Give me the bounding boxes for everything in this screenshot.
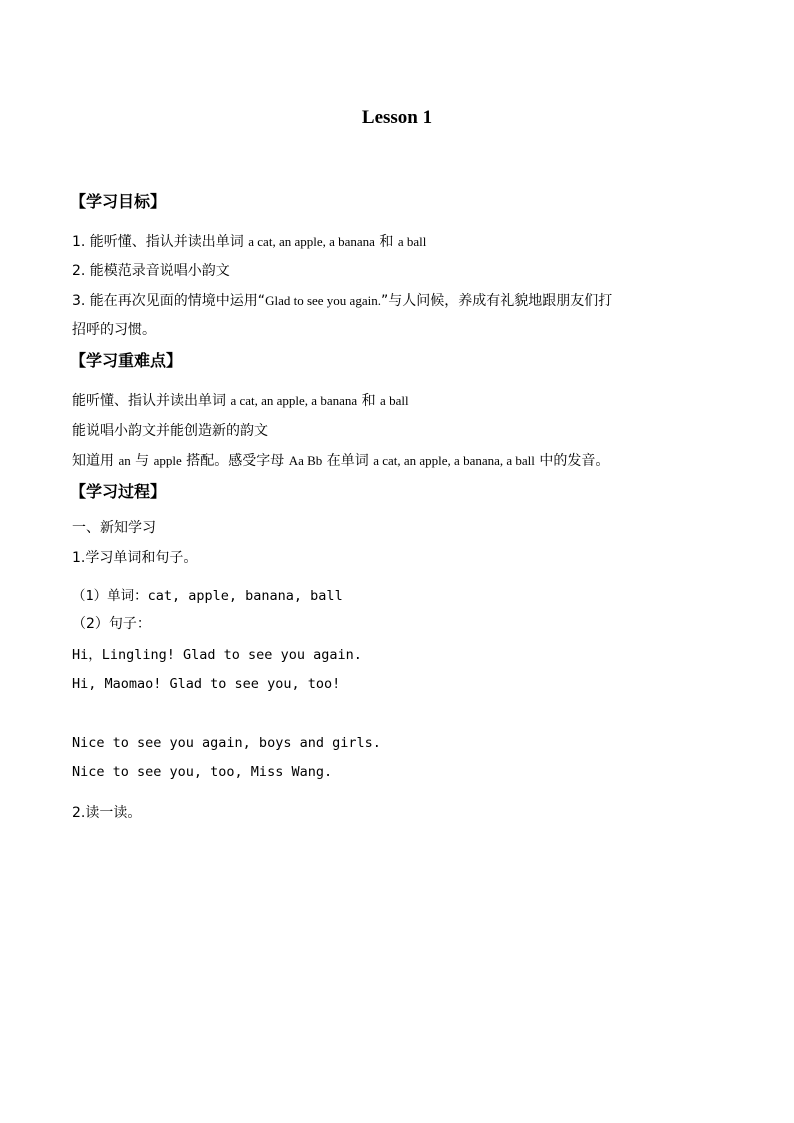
- objective-1-mid: 和: [374, 234, 398, 250]
- heading-key-difficult-points: 【学习重难点】: [70, 351, 183, 370]
- step-1-learn-words: 1.学习单词和句子。: [72, 550, 198, 566]
- objective-3-phrase: Glad to see you again.: [265, 293, 381, 308]
- objective-3-suffix: ”与人问候，养成有礼貌地跟朋友们打: [380, 293, 613, 309]
- key-point-1-words: a cat, an apple, a banana: [230, 393, 358, 408]
- heading-learning-objectives: 【学习目标】: [70, 192, 167, 211]
- key-point-3-w4: a cat, an apple, a banana, a ball: [373, 453, 535, 468]
- words-list: （1）单词：cat, apple, banana, ball: [72, 588, 343, 604]
- step-2-read: 2.读一读。: [72, 805, 142, 821]
- objective-item-3: [72, 291, 612, 311]
- subsection-new-learning: 一、新知学习: [72, 520, 156, 536]
- key-point-2: 能说唱小韵文并能创造新的韵文: [72, 423, 268, 439]
- key-point-3-p5: 中的发音。: [534, 453, 610, 469]
- objective-1-words: a cat, an apple, a banana: [248, 234, 375, 249]
- objective-1-prefix: 1. 能听懂、指认并读出单词: [72, 234, 249, 250]
- objective-item-3-continuation: 招呼的习惯。: [72, 322, 156, 338]
- words-line: [72, 586, 343, 606]
- objective-3-prefix: 3. 能在再次见面的情境中运用“: [72, 293, 266, 309]
- dialogue-line-2: Hi, Maomao! Glad to see you, too!: [72, 676, 341, 692]
- key-point-3: [72, 451, 609, 471]
- page-title: Lesson 1: [361, 107, 433, 128]
- dialogue-line-1: Hi，Lingling! Glad to see you again.: [72, 647, 362, 663]
- dialogue-line-4: Nice to see you, too, Miss Wang.: [72, 764, 333, 780]
- key-point-3-p4: 在单词: [322, 453, 374, 469]
- key-point-3-w2: apple: [153, 453, 182, 468]
- key-point-3-p1: 知道用: [72, 453, 119, 469]
- key-point-1-last: a ball: [380, 393, 409, 408]
- key-point-3-p2: 与: [130, 453, 154, 469]
- sentences-label: （2）句子：: [72, 616, 151, 632]
- objective-item-2: 2. 能模范录音说唱小韵文: [72, 263, 230, 279]
- key-point-3-p3: 搭配。感受字母: [181, 453, 289, 469]
- heading-learning-process: 【学习过程】: [70, 482, 167, 501]
- key-point-1-prefix: 能听懂、指认并读出单词: [72, 393, 231, 409]
- key-point-3-w3: Aa Bb: [288, 453, 323, 468]
- key-point-1: [72, 391, 409, 411]
- objective-1-last: a ball: [397, 234, 427, 249]
- key-point-3-w1: an: [118, 453, 131, 468]
- dialogue-line-3: Nice to see you again, boys and girls.: [72, 735, 381, 751]
- key-point-1-mid: 和: [357, 393, 381, 409]
- objective-item-1: [72, 232, 426, 252]
